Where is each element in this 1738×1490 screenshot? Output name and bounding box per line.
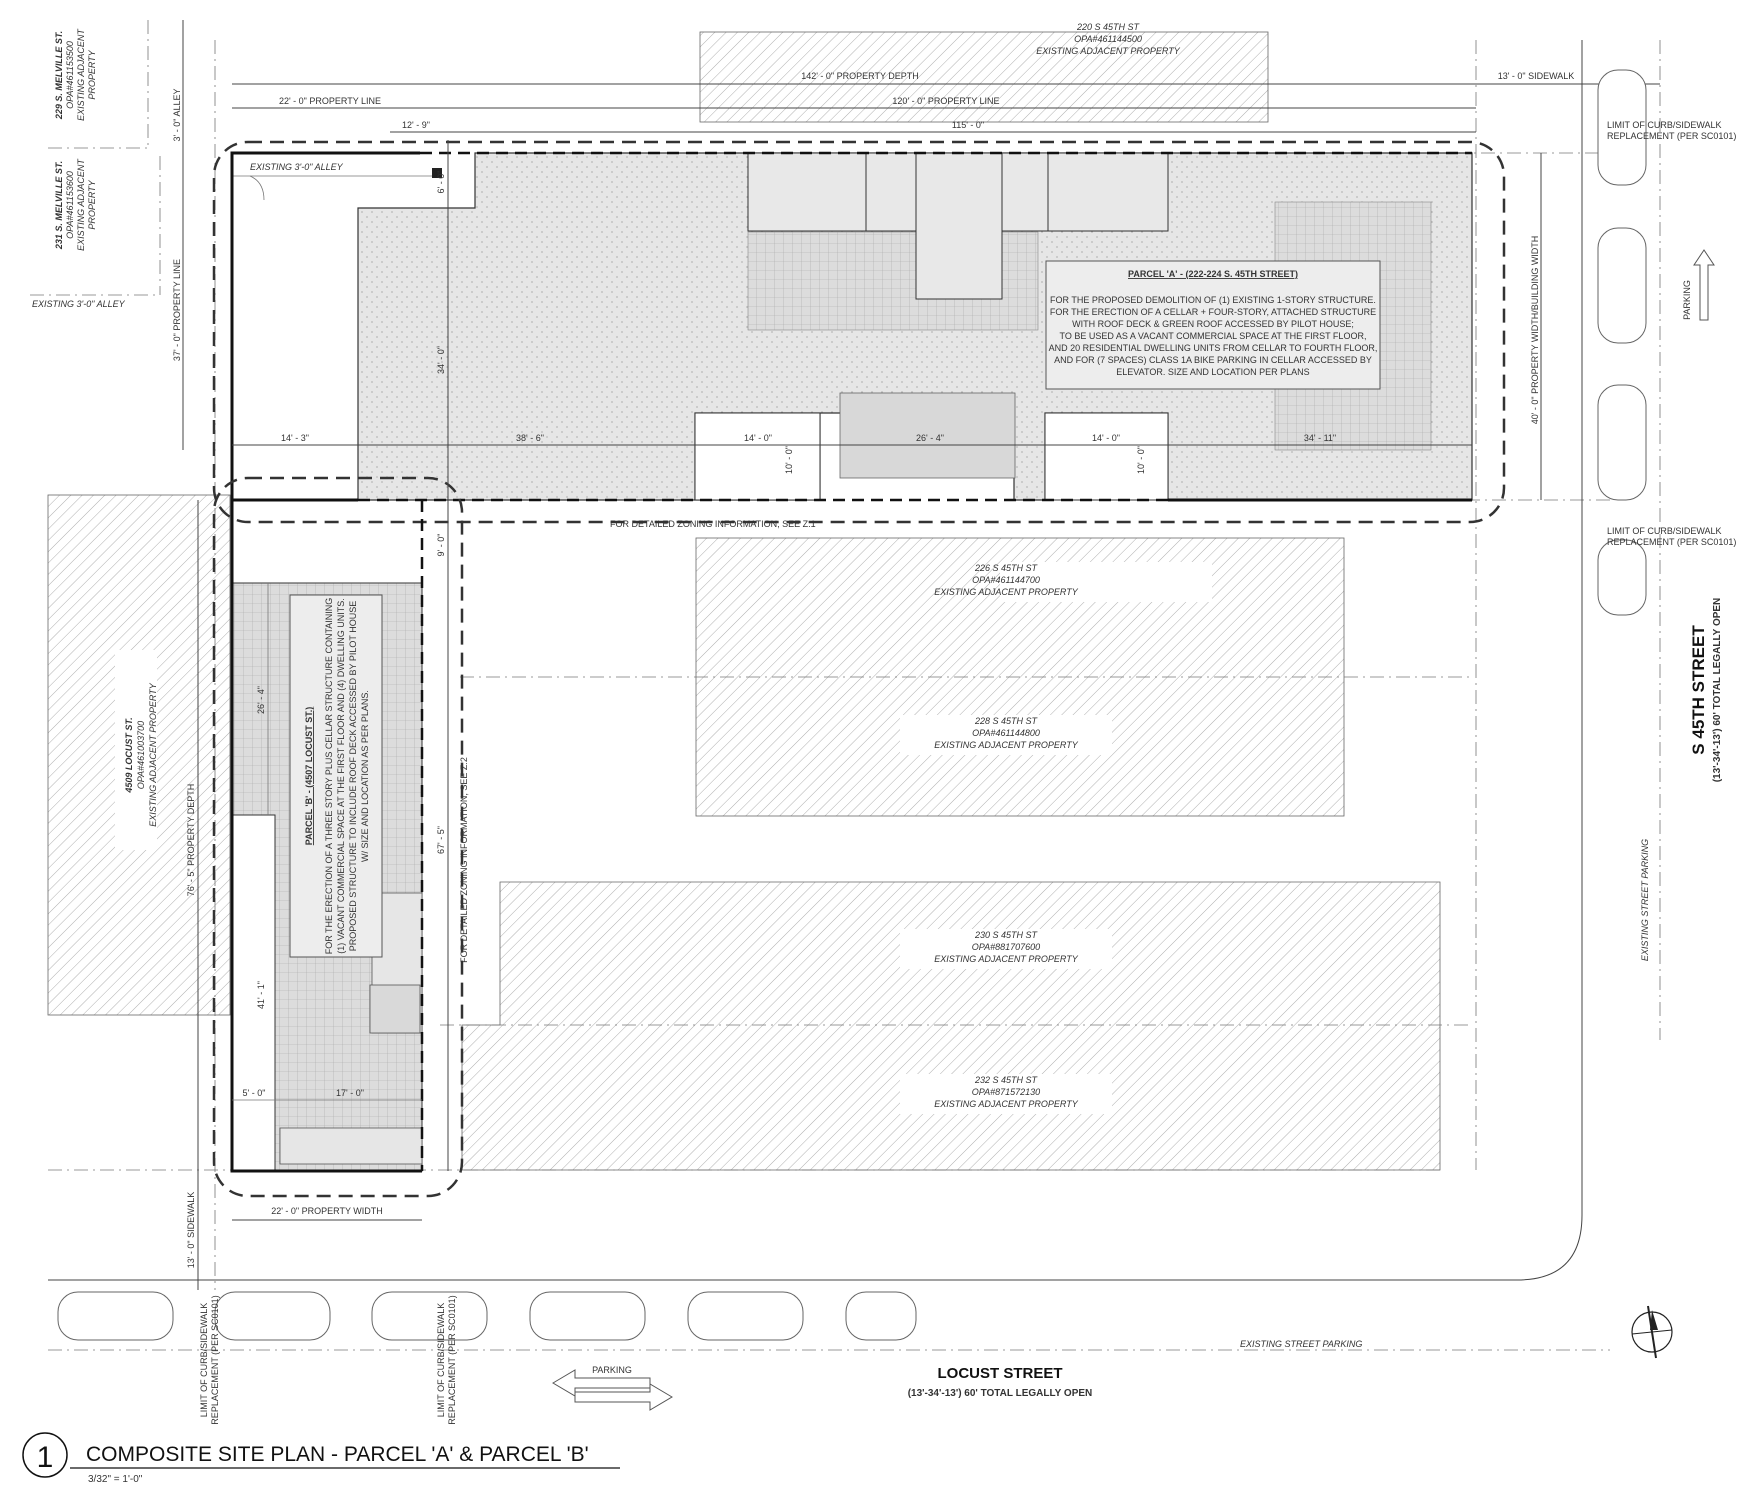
svg-text:10' - 0": 10' - 0" <box>784 446 794 474</box>
zoning-note-a: FOR DETAILED ZONING INFORMATION, SEE Z.1 <box>610 519 816 529</box>
svg-text:OPA#881707600: OPA#881707600 <box>971 942 1041 952</box>
svg-text:232 S 45TH ST: 232 S 45TH ST <box>974 1075 1038 1085</box>
svg-text:EXISTING ADJACENT PROPERTY: EXISTING ADJACENT PROPERTY <box>1036 46 1180 56</box>
svg-text:(13'-34'-13') 60' TOTAL LEGAL: (13'-34'-13') 60' TOTAL LEGALLY OPEN <box>1712 597 1723 783</box>
svg-text:67' - 5": 67' - 5" <box>436 826 446 854</box>
svg-text:PARKING: PARKING <box>1682 280 1692 320</box>
svg-text:22' - 0" PROPERTY WIDTH: 22' - 0" PROPERTY WIDTH <box>271 1206 383 1216</box>
svg-text:13' - 0" SIDEWALK: 13' - 0" SIDEWALK <box>1497 71 1575 81</box>
svg-text:EXISTING ADJACENT PROPERTY: EXISTING ADJACENT PROPERTY <box>148 683 158 827</box>
svg-text:FOR DETAILED ZONING INFORMATIO: FOR DETAILED ZONING INFORMATION, SEE Z.2 <box>459 757 469 963</box>
svg-text:W/ SIZE AND LOCATION AS PER PL: W/ SIZE AND LOCATION AS PER PLANS. <box>360 690 370 862</box>
adjacent-property-4509-locust <box>48 495 230 1015</box>
svg-text:10' - 0": 10' - 0" <box>1136 446 1146 474</box>
svg-text:AND 20 RESIDENTIAL DWELLING UN: AND 20 RESIDENTIAL DWELLING UNITS FROM CELLAR TO FOURTH FLOOR, <box>1048 343 1378 353</box>
svg-text:41' - 1": 41' - 1" <box>256 981 266 1009</box>
svg-text:FOR THE PROPOSED DEMOLITION OF: FOR THE PROPOSED DEMOLITION OF (1) EXISTING 1-STORY STRUCTURE. <box>1050 295 1376 305</box>
adjacent-property-230-232 <box>440 882 1470 1170</box>
adjacent-property-226-228 <box>460 538 1470 816</box>
svg-text:TO BE USED AS A VACANT COMMERC: TO BE USED AS A VACANT COMMERCIAL SPACE AT THE FIRST FLOOR, <box>1059 331 1367 341</box>
s45th-street-label <box>1640 250 1723 961</box>
svg-text:EXISTING 3'-0" ALLEY: EXISTING 3'-0" ALLEY <box>32 299 125 309</box>
svg-text:12' - 9": 12' - 9" <box>402 120 430 130</box>
svg-text:228 S 45TH ST: 228 S 45TH ST <box>974 716 1038 726</box>
svg-text:EXISTING STREET PARKING: EXISTING STREET PARKING <box>1640 838 1650 962</box>
svg-text:LIMIT OF CURB/SIDEWALK: LIMIT OF CURB/SIDEWALK <box>199 1302 209 1418</box>
svg-text:14' - 0": 14' - 0" <box>744 433 772 443</box>
svg-text:34' - 0": 34' - 0" <box>436 346 446 374</box>
svg-text:(13'-34'-13') 60' TOTAL LEGAL: (13'-34'-13') 60' TOTAL LEGALLY OPEN <box>907 1388 1093 1399</box>
svg-text:OPA#461144700: OPA#461144700 <box>972 575 1040 585</box>
svg-text:34' - 11": 34' - 11" <box>1303 433 1337 443</box>
svg-text:1: 1 <box>36 1441 54 1474</box>
svg-text:PROPERTY: PROPERTY <box>87 50 97 100</box>
svg-text:REPLACEMENT (PER SC0101): REPLACEMENT (PER SC0101) <box>1607 537 1737 547</box>
svg-text:142' - 0" PROPERTY DEPTH: 142' - 0" PROPERTY DEPTH <box>801 71 919 81</box>
svg-text:PARKING: PARKING <box>592 1365 632 1375</box>
svg-text:PARCEL 'B' - (4507 LOCUST ST.): PARCEL 'B' - (4507 LOCUST ST.) <box>304 706 314 846</box>
svg-text:LIMIT OF CURB/SIDEWALK: LIMIT OF CURB/SIDEWALK <box>1607 526 1722 536</box>
svg-text:26' - 4": 26' - 4" <box>256 686 266 714</box>
svg-text:REPLACEMENT (PER SC0101): REPLACEMENT (PER SC0101) <box>1607 131 1737 141</box>
svg-text:9' - 0": 9' - 0" <box>436 533 446 557</box>
svg-text:OPA#461144500: OPA#461144500 <box>1074 34 1142 44</box>
svg-text:EXISTING ADJACENT: EXISTING ADJACENT <box>76 159 86 251</box>
svg-text:3/32" = 1'-0": 3/32" = 1'-0" <box>88 1474 143 1485</box>
svg-text:PROPERTY: PROPERTY <box>87 180 97 230</box>
svg-text:EXISTING ADJACENT PROPERTY: EXISTING ADJACENT PROPERTY <box>934 587 1078 597</box>
svg-text:229 S. MELVILLE ST.: 229 S. MELVILLE ST. <box>54 30 64 120</box>
svg-text:REPLACEMENT (PER SC0101): REPLACEMENT (PER SC0101) <box>210 1295 220 1425</box>
svg-text:76' - 5" PROPERTY DEPTH: 76' - 5" PROPERTY DEPTH <box>186 783 196 897</box>
svg-text:14' - 3": 14' - 3" <box>281 433 309 443</box>
svg-text:13' - 0" SIDEWALK: 13' - 0" SIDEWALK <box>186 1191 196 1269</box>
north-arrow-icon <box>1632 1306 1672 1358</box>
svg-text:(1) VACANT COMMERCIAL SPACE AT: (1) VACANT COMMERCIAL SPACE AT THE FIRST FLOOR AND (4) DWELLING UNITS. <box>336 598 346 954</box>
adjacent-property-220 <box>700 22 1268 122</box>
svg-text:4509 LOCUST ST.: 4509 LOCUST ST. <box>124 717 134 793</box>
svg-text:AND FOR (7 SPACES) CLASS 1A BI: AND FOR (7 SPACES) CLASS 1A BIKE PARKING IN CELLAR ACCESSED BY <box>1054 355 1372 365</box>
svg-text:226 S 45TH ST: 226 S 45TH ST <box>974 563 1038 573</box>
svg-text:22' - 0" PROPERTY LINE: 22' - 0" PROPERTY LINE <box>278 96 382 106</box>
svg-text:EXISTING ADJACENT PROPERTY: EXISTING ADJACENT PROPERTY <box>934 740 1078 750</box>
svg-text:115' - 0": 115' - 0" <box>951 120 985 130</box>
svg-text:REPLACEMENT (PER SC0101): REPLACEMENT (PER SC0101) <box>447 1295 457 1425</box>
svg-text:6' - 0": 6' - 0" <box>436 170 446 194</box>
parcel-a-note <box>1046 261 1380 389</box>
svg-text:5' - 0": 5' - 0" <box>242 1088 266 1098</box>
svg-text:ELEVATOR. SIZE AND LOCATION PE: ELEVATOR. SIZE AND LOCATION PER PLANS <box>1116 367 1310 377</box>
svg-text:3' - 0" ALLEY: 3' - 0" ALLEY <box>172 88 182 142</box>
adjacent-property-melville <box>30 20 160 309</box>
zoning-note-b <box>459 757 469 963</box>
svg-text:40' - 0" PROPERTY WIDTH/BUILDI: 40' - 0" PROPERTY WIDTH/BUILDING WIDTH <box>1530 235 1540 425</box>
svg-text:EXISTING ADJACENT: EXISTING ADJACENT <box>76 29 86 121</box>
svg-text:LIMIT OF CURB/SIDEWALK: LIMIT OF CURB/SIDEWALK <box>1607 120 1722 130</box>
svg-text:COMPOSITE SITE PLAN - PARCEL ': COMPOSITE SITE PLAN - PARCEL 'A' & PARCEL 'B' <box>86 1443 589 1466</box>
svg-text:OPA#461003700: OPA#461003700 <box>136 720 146 790</box>
drawing-title <box>23 1433 620 1485</box>
svg-text:EXISTING ADJACENT PROPERTY: EXISTING ADJACENT PROPERTY <box>934 1099 1078 1109</box>
svg-text:PROPOSED STRUCTURE TO INCLUDE: PROPOSED STRUCTURE TO INCLUDE ROOF DECK ACCESSED BY PILOT HOUSE <box>348 600 358 952</box>
svg-text:FOR THE ERECTION OF A THREE ST: FOR THE ERECTION OF A THREE STORY PLUS CELLAR STRUCTURE CONTAINING <box>324 597 334 955</box>
svg-text:OPA#461153600: OPA#461153600 <box>65 171 75 239</box>
svg-text:OPA#461153500: OPA#461153500 <box>65 41 75 109</box>
svg-text:120' - 0" PROPERTY LINE: 120' - 0" PROPERTY LINE <box>892 96 1000 106</box>
svg-text:230 S 45TH ST: 230 S 45TH ST <box>974 930 1038 940</box>
svg-text:EXISTING ADJACENT PROPERTY: EXISTING ADJACENT PROPERTY <box>934 954 1078 964</box>
svg-text:EXISTING 3'-0" ALLEY: EXISTING 3'-0" ALLEY <box>250 162 343 172</box>
svg-text:WITH ROOF DECK & GREEN ROOF AC: WITH ROOF DECK & GREEN ROOF ACCESSED BY PILOT HOUSE; <box>1072 319 1354 329</box>
svg-text:EXISTING STREET PARKING: EXISTING STREET PARKING <box>1240 1339 1363 1349</box>
svg-text:14' - 0": 14' - 0" <box>1092 433 1120 443</box>
svg-text:26' - 4": 26' - 4" <box>916 433 944 443</box>
svg-text:37' - 0" PROPERTY LINE: 37' - 0" PROPERTY LINE <box>172 258 182 362</box>
parcel-b-building <box>232 500 422 1171</box>
svg-text:S 45TH STREET: S 45TH STREET <box>1689 625 1708 755</box>
svg-text:38' - 6": 38' - 6" <box>516 433 544 443</box>
svg-text:LOCUST STREET: LOCUST STREET <box>937 1365 1063 1382</box>
svg-text:220 S 45TH ST: 220 S 45TH ST <box>1076 22 1140 32</box>
svg-text:FOR THE ERECTION OF A CELLAR +: FOR THE ERECTION OF A CELLAR + FOUR-STORY, ATTACHED STRUCTURE <box>1049 307 1377 317</box>
svg-text:17' - 0": 17' - 0" <box>336 1088 364 1098</box>
svg-text:PARCEL 'A' - (222-224 S. 45TH: PARCEL 'A' - (222-224 S. 45TH STREET) <box>1128 269 1298 279</box>
svg-text:OPA#871572130: OPA#871572130 <box>971 1087 1041 1097</box>
svg-text:OPA#461144800: OPA#461144800 <box>972 728 1040 738</box>
svg-text:LIMIT OF CURB/SIDEWALK: LIMIT OF CURB/SIDEWALK <box>436 1302 446 1418</box>
svg-text:231 S. MELVILLE ST.: 231 S. MELVILLE ST. <box>54 160 64 250</box>
